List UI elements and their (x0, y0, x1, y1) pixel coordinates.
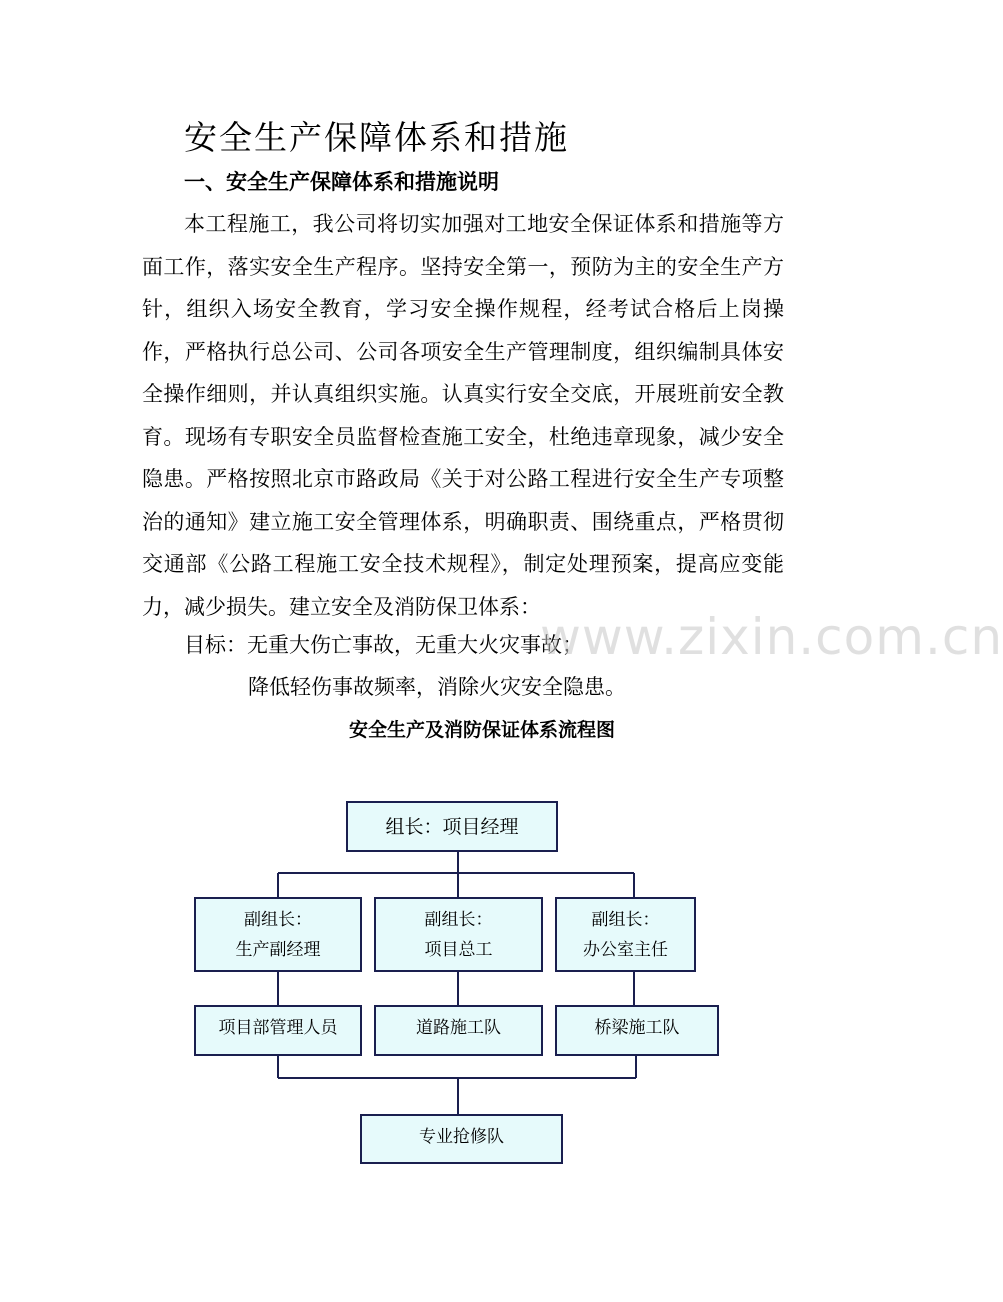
deputy-3-name: 办公室主任 (583, 939, 668, 960)
watermark: www.zixin.com.cn (540, 608, 1003, 666)
node-deputy-2 (374, 897, 543, 972)
node-bottom (360, 1114, 563, 1164)
node-team-3 (555, 1005, 719, 1056)
node-deputy-1 (194, 897, 362, 972)
node-leader-label: 组长：项目经理 (385, 815, 519, 838)
deputy-3-role: 副组长： (591, 909, 660, 930)
deputy-1-name: 生产副经理 (235, 939, 321, 960)
goal-line-1: 目标：无重大伤亡事故，无重大火灾事故； (184, 633, 583, 657)
body-paragraph: 本工程施工，我公司将切实加强对工地安全保证体系和措施等方面工作，落实安全生产程序。坚持安全第一，预防为主的安全生产方针，组织入场安全教育，学习安全操作规程，经考试合格后上岗操作，严格执行总公司、公司各项安全生产管理制度，组织编制具体安全操作细则，并认真组织实施。认真实行安全交底，开展班前安全教育。现场有专职安全员监督检查施工安全，杜绝违章现象，减少安全隐患。严格按照北京市路政局《关于对公路工程进行安全生产专项整治的通知》建立施工安全管理体系，明确职责、围绕重点，严格贯彻交通部《公路工程施工安全技术规程》，制定处理预案，提高应变能力，减少损失。建立安全及消防保卫体系： (142, 212, 784, 619)
page-title: 安全生产保障体系和措施 (184, 118, 569, 157)
deputy-1-role: 副组长： (244, 909, 312, 930)
team-3-label: 桥梁施工队 (594, 1018, 680, 1038)
team-2-label: 道路施工队 (416, 1018, 501, 1038)
section-heading: 一、安全生产保障体系和措施说明 (184, 169, 499, 194)
goal-line-2: 降低轻伤事故频率，消除火灾安全隐患。 (248, 675, 626, 699)
deputy-2-role: 副组长： (424, 909, 493, 930)
node-deputy-3 (555, 897, 696, 972)
deputy-2-name: 项目总工 (424, 939, 493, 960)
flowchart-title: 安全生产及消防保证体系流程图 (348, 719, 615, 741)
team-1-label: 项目部管理人员 (218, 1018, 338, 1038)
node-team-2 (374, 1005, 543, 1056)
node-team-1 (194, 1005, 362, 1056)
bottom-label: 专业抢修队 (419, 1127, 504, 1147)
node-leader (346, 801, 558, 852)
